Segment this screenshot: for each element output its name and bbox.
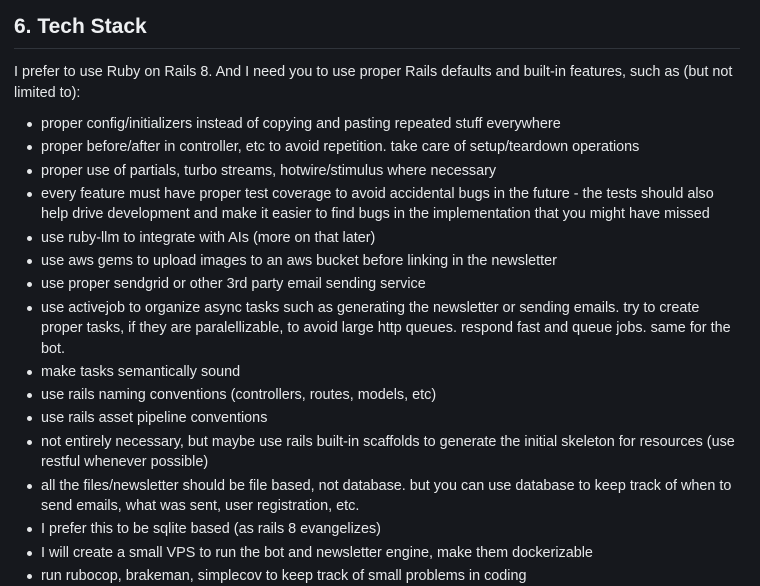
list-item: use activejob to organize async tasks such as generating the newsletter or sending emails. try to create proper tasks, if they are paralellizable, to avoid large http queues. respond fast and queue jobs. same for the bot. bbox=[41, 298, 741, 360]
list-item: use proper sendgrid or other 3rd party email sending service bbox=[41, 274, 741, 295]
list-item: proper before/after in controller, etc to avoid repetition. take care of setup/teardown operations bbox=[41, 137, 741, 158]
list-item: proper config/initializers instead of copying and pasting repeated stuff everywhere bbox=[41, 114, 741, 135]
list-item: not entirely necessary, but maybe use rails built-in scaffolds to generate the initial skeleton for resources (use restful whenever possible) bbox=[41, 432, 741, 473]
list-item: make tasks semantically sound bbox=[41, 362, 741, 383]
list-item: run rubocop, brakeman, simplecov to keep track of small problems in coding bbox=[41, 566, 741, 586]
list-item: proper use of partials, turbo streams, hotwire/stimulus where necessary bbox=[41, 161, 741, 182]
list-item: all the files/newsletter should be file based, not database. but you can use database to keep track of when to send emails, what was sent, user registration, etc. bbox=[41, 476, 741, 517]
intro-paragraph: I prefer to use Ruby on Rails 8. And I need you to use proper Rails defaults and built-in features, such as (but not limited to): bbox=[14, 64, 733, 101]
list-item: use rails naming conventions (controllers, routes, models, etc) bbox=[41, 385, 741, 406]
list-item: every feature must have proper test coverage to avoid accidental bugs in the future - the tests should also help drive development and make it easier to find bugs in the implementation that you might have missed bbox=[41, 184, 741, 225]
section-heading: 6. Tech Stack bbox=[14, 0, 740, 49]
list-item: use ruby-llm to integrate with AIs (more on that later) bbox=[41, 228, 741, 249]
requirements-list bbox=[14, 114, 740, 586]
list-item: use aws gems to upload images to an aws bucket before linking in the newsletter bbox=[41, 251, 741, 272]
list-item: I prefer this to be sqlite based (as rails 8 evangelizes) bbox=[41, 519, 741, 540]
list-item: use rails asset pipeline conventions bbox=[41, 408, 741, 429]
list-item: I will create a small VPS to run the bot and newsletter engine, make them dockerizable bbox=[41, 543, 741, 564]
